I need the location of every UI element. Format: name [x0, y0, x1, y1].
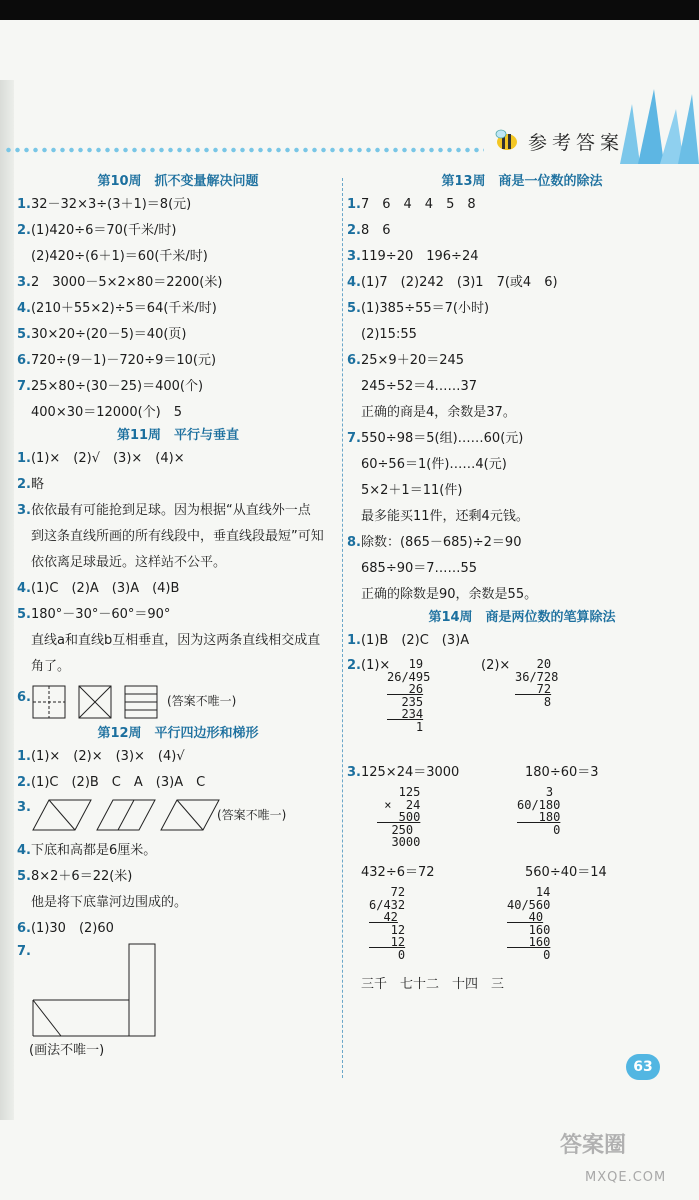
calc-line: 0 — [517, 822, 561, 837]
answer-line: 4.下底和高都是6厘米。 — [17, 843, 157, 858]
answer-line: 1.(1)× (2)× (3)× (4)√ — [17, 749, 185, 764]
watermark-url: MXQE.COM — [585, 1170, 667, 1185]
header-brand: 参考答案 — [528, 132, 625, 154]
answer-line: 到这条直线所画的所有线段中，垂直线段最短”可知 — [31, 529, 324, 544]
long-division-calc — [369, 886, 405, 961]
calc-block-3 — [347, 786, 697, 860]
calc-line: 60/180 — [517, 797, 561, 812]
calc-line: 42 — [369, 910, 398, 924]
answer-line: 400×30＝12000(个) 5 — [31, 405, 183, 420]
answer-line: 245÷52＝4……37 — [361, 379, 478, 394]
answer-line: 2.(1)420÷6＝70(千米/时) — [17, 223, 177, 238]
answer-line: 直线a和直线b互相垂直，因为这两条直线相交成直 — [31, 633, 321, 648]
calc-line: 180 — [517, 810, 561, 824]
right-column — [347, 172, 697, 998]
answer-line: 1.32－32×3÷(3＋1)＝8(元) — [17, 197, 192, 212]
answer-line: (2)420÷(6＋1)＝60(千米/时) — [31, 249, 208, 264]
calc-line: 14 — [507, 885, 551, 899]
answer-line: 4.(210＋55×2)÷5＝64(千米/时) — [17, 301, 217, 316]
answer-line: 三千 七十二 十四 三 — [361, 977, 505, 992]
calc-line: 235 — [387, 694, 424, 709]
multiplication-calc — [377, 786, 420, 849]
long-division-calc — [387, 658, 430, 733]
trapezoid-drawing — [31, 942, 161, 1038]
calc-line: 250 — [377, 822, 414, 837]
answer-line: 依依离足球最近。这样站不公平。 — [31, 555, 227, 570]
dotted-ornament — [4, 146, 484, 154]
calc-line: 125 — [377, 785, 421, 799]
answer-line: 6.720÷(9－1)－720÷9＝10(元) — [17, 353, 217, 368]
long-division-block-2: 2. (1)× 19 26/495 26 235 234 1 (2)× 20 36/728 72 8 — [347, 657, 559, 734]
answer-line: 5.180°－30°－60°＝90° — [17, 607, 171, 622]
answer-line: 5.30×20÷(20－5)＝40(页) — [17, 327, 187, 342]
calc-line: 3 — [517, 785, 554, 799]
squares-drawing — [31, 684, 161, 720]
calc-line: 160 — [507, 935, 551, 949]
answer-figure-parallelograms: 3. (答案不唯一) — [17, 796, 339, 838]
section-title-week13: 第13周 商是一位数的除法 — [441, 174, 603, 189]
calc-line: × 24 — [377, 797, 421, 812]
answer-line: 3.125×24＝3000 180÷60＝3 — [347, 765, 599, 780]
calc-line: 3000 — [377, 835, 421, 849]
calc-line: 26/495 — [387, 669, 431, 684]
calc-line: 8 — [515, 694, 552, 709]
calc-line: 1 — [387, 719, 424, 734]
answer-line: 1.(1)× (2)√ (3)× (4)× — [17, 451, 185, 466]
calc-line: 0 — [507, 947, 551, 962]
answer-line: 最多能买11件，还剩4元钱。 — [361, 509, 529, 524]
answer-line: 3.2 3000－5×2×80＝2200(米) — [17, 275, 223, 290]
parallelograms-drawing — [31, 798, 231, 832]
section-title-week10: 第10周 抓不变量解决问题 — [97, 174, 259, 189]
answer-line: 6.25×9＋20＝245 — [347, 353, 465, 368]
calc-line: 26 — [387, 682, 424, 696]
calc-line: 160 — [507, 922, 551, 937]
answer-line: (画法不唯一) — [29, 1043, 105, 1058]
calc-line: 19 — [387, 657, 424, 671]
page-spine — [0, 80, 14, 1120]
calc-line: 6/432 — [369, 897, 406, 912]
answer-line: 3.119÷20 196÷24 — [347, 249, 479, 264]
leaves-icon — [610, 84, 699, 164]
answer-line: 4.(1)7 (2)242 (3)1 7(或4 6) — [347, 275, 558, 290]
answer-figure-squares: 6. (答案不唯一) — [17, 680, 339, 724]
answer-line: 7.25×80÷(30－25)＝400(个) — [17, 379, 204, 394]
page-number-badge: 63 — [626, 1054, 660, 1080]
calc-line: 0 — [369, 947, 406, 962]
calc-line: 36/728 — [515, 669, 559, 684]
watermark-logo: 答案圈 — [560, 1133, 627, 1158]
column-divider — [342, 178, 343, 1078]
calc-line: 20 — [515, 657, 552, 671]
calc-line: 234 — [387, 707, 424, 721]
answer-line: 角了。 — [31, 659, 71, 674]
answer-line: 正确的商是4，余数是37。 — [361, 405, 516, 420]
answer-line: 正确的除数是90，余数是55。 — [361, 587, 538, 602]
calc-line: 72 — [369, 885, 406, 899]
section-title-week11: 第11周 平行与垂直 — [116, 428, 240, 443]
answer-line: 1.7 6 4 4 5 8 — [347, 197, 476, 212]
answer-figure-shape: 7. — [17, 942, 339, 1038]
answer-line: 6.(1)30 (2)60 — [17, 921, 114, 936]
answer-line: 5.(1)385÷55＝7(小时) — [347, 301, 490, 316]
long-division-calc — [515, 658, 558, 708]
answer-line: 60÷56＝1(件)……4(元) — [361, 457, 507, 472]
calc-line: 500 — [377, 810, 421, 824]
answer-line: (2)15:55 — [361, 327, 417, 342]
long-division-calc — [517, 786, 560, 836]
answer-line: 1.(1)B (2)C (3)A — [347, 633, 470, 648]
long-division-calc — [507, 886, 550, 961]
section-title-week12: 第12周 平行四边形和梯形 — [97, 726, 259, 741]
answer-line: 2.略 — [17, 477, 44, 492]
answer-line: 5.8×2＋6＝22(米) — [17, 869, 133, 884]
calc-line: 72 — [515, 682, 552, 696]
answer-line: 7.550÷98＝5(组)……60(元) — [347, 431, 524, 446]
answer-line: 685÷90＝7……55 — [361, 561, 478, 576]
calc-line: 40 — [507, 910, 544, 924]
left-column — [17, 172, 339, 1064]
answer-line: 2.(1)C (2)B C A (3)A C — [17, 775, 206, 790]
answer-line: 他是将下底靠河边围成的。 — [31, 895, 188, 910]
calc-block-4 — [347, 886, 697, 968]
answer-line: 2.8 6 — [347, 223, 391, 238]
calc-line: 40/560 — [507, 897, 551, 912]
status-bar — [0, 0, 699, 20]
calc-line: 12 — [369, 935, 406, 949]
answer-line: 3.依依最有可能抢到足球。因为根据“从直线外一点 — [17, 503, 311, 518]
calc-line: 12 — [369, 922, 406, 937]
answer-line: 4.(1)C (2)A (3)A (4)B — [17, 581, 180, 596]
answer-line: 5×2＋1＝11(件) — [361, 483, 463, 498]
answer-line: 432÷6＝72 560÷40＝14 — [361, 865, 607, 880]
section-title-week14: 第14周 商是两位数的笔算除法 — [428, 610, 616, 625]
bee-icon — [492, 128, 520, 152]
answer-line: 8.除数：(865－685)÷2＝90 — [347, 535, 522, 550]
